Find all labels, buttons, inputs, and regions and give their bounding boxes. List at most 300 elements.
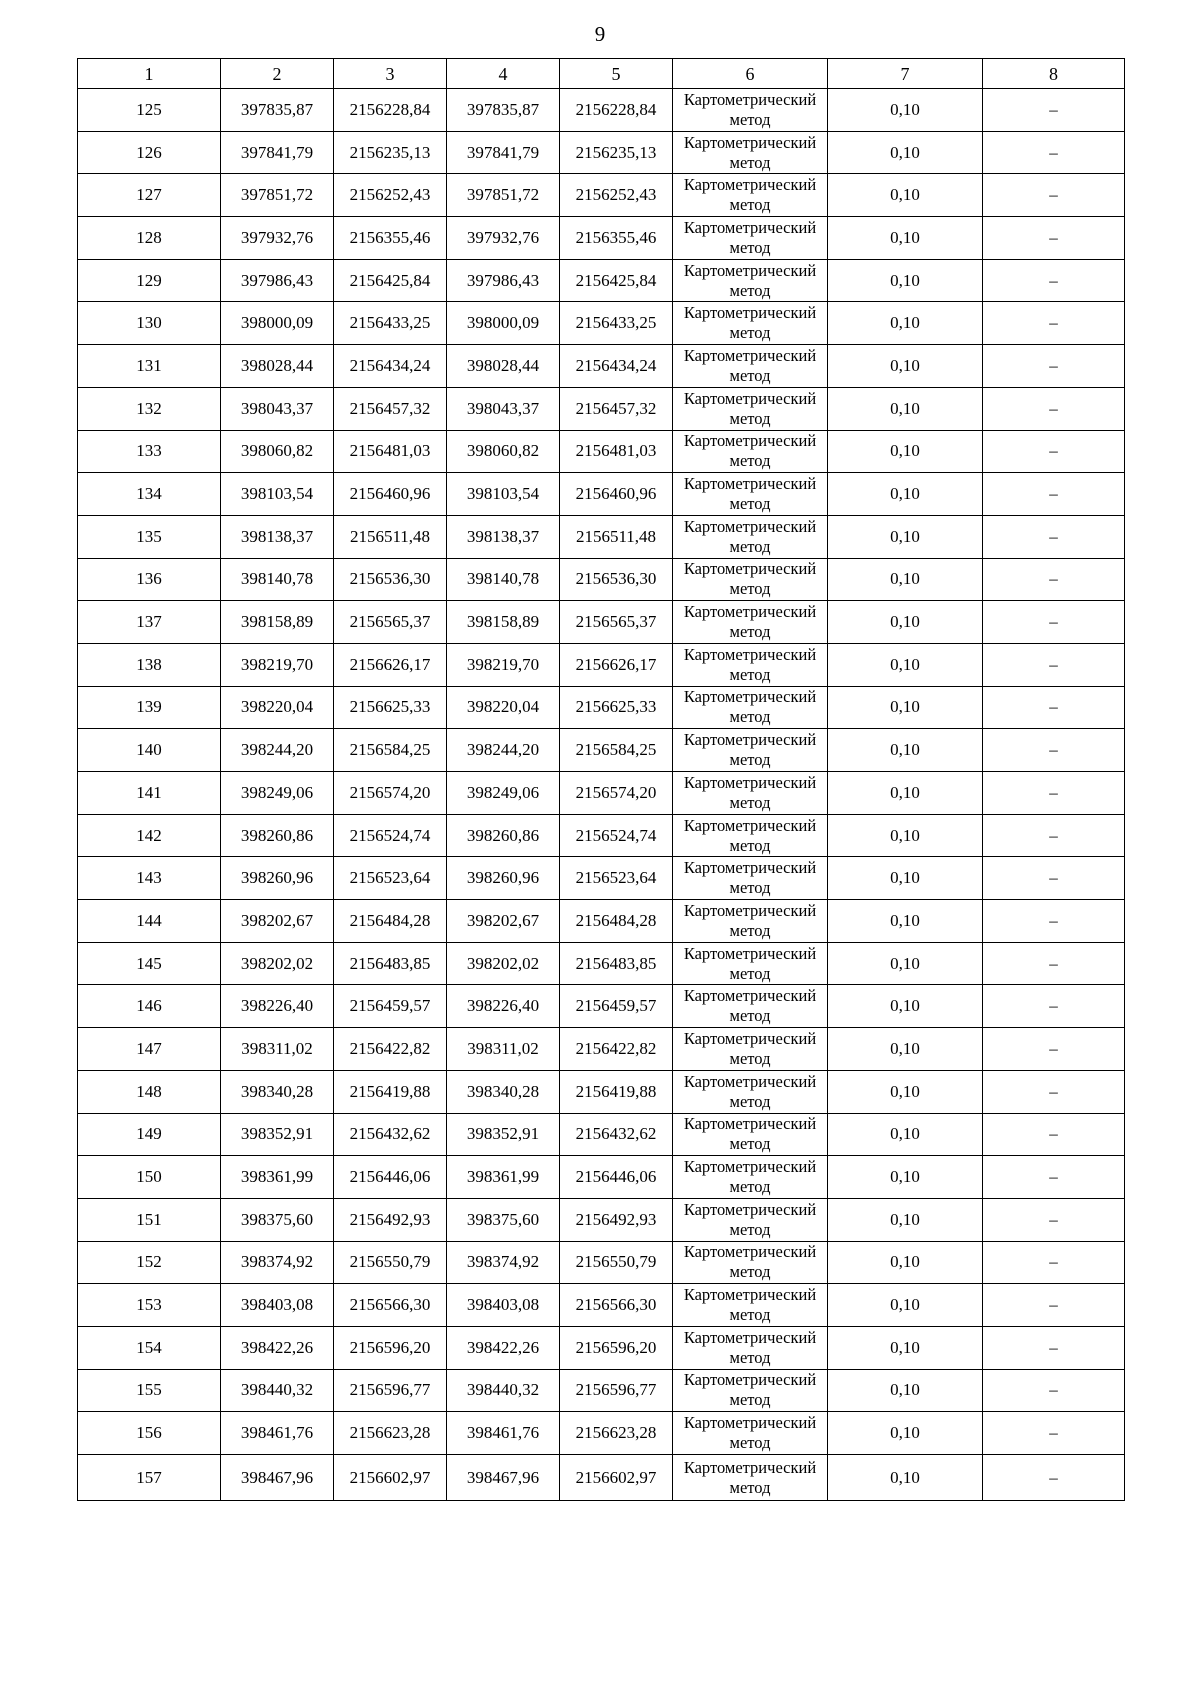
y-coordinate-new-cell: 2156434,24 [560, 345, 673, 388]
method-text-line2: метод [729, 1262, 771, 1282]
method-text-line2: метод [729, 1305, 771, 1325]
point-number-cell: 126 [78, 131, 221, 174]
x-coordinate-cell: 398467,96 [221, 1455, 334, 1501]
method-text-line2: метод [729, 195, 771, 215]
table-row [78, 89, 1125, 132]
y-coordinate-new-cell: 2156523,64 [560, 857, 673, 900]
method-cell [673, 1028, 828, 1071]
method-text-line1: Картометрический [683, 644, 817, 664]
method-text-line1: Картометрический [683, 559, 817, 579]
table-row [78, 558, 1125, 601]
method-text-line2: метод [729, 750, 771, 770]
accuracy-cell: 0,10 [828, 900, 983, 943]
point-number-cell: 133 [78, 430, 221, 473]
method-text-line1: Картометрический [683, 602, 817, 622]
point-number-cell: 127 [78, 174, 221, 217]
x-coordinate-cell: 398461,76 [221, 1412, 334, 1455]
method-text-line1: Картометрический [683, 345, 817, 365]
note-cell: – [983, 1113, 1125, 1156]
x-coordinate-new-cell: 398140,78 [447, 558, 560, 601]
table-row [78, 942, 1125, 985]
x-coordinate-cell: 398422,26 [221, 1326, 334, 1369]
method-cell [673, 131, 828, 174]
method-text-line1: Картометрический [683, 1028, 817, 1048]
y-coordinate-cell: 2156446,06 [334, 1156, 447, 1199]
accuracy-cell: 0,10 [828, 1369, 983, 1412]
accuracy-cell: 0,10 [828, 772, 983, 815]
method-text-line2: метод [729, 1477, 771, 1497]
method-text-line1: Картометрический [683, 260, 817, 280]
point-number-cell: 148 [78, 1070, 221, 1113]
point-number-cell: 156 [78, 1412, 221, 1455]
y-coordinate-new-cell: 2156584,25 [560, 729, 673, 772]
x-coordinate-cell: 398440,32 [221, 1369, 334, 1412]
method-text-line1: Картометрический [683, 1457, 817, 1477]
method-text-line1: Картометрический [683, 687, 817, 707]
column-header: 2 [221, 59, 334, 89]
y-coordinate-new-cell: 2156536,30 [560, 558, 673, 601]
table-row [78, 473, 1125, 516]
table-row [78, 302, 1125, 345]
y-coordinate-cell: 2156492,93 [334, 1198, 447, 1241]
note-cell: – [983, 857, 1125, 900]
x-coordinate-cell: 398219,70 [221, 643, 334, 686]
method-cell [673, 1198, 828, 1241]
table-row [78, 259, 1125, 302]
point-number-cell: 131 [78, 345, 221, 388]
x-coordinate-new-cell: 398244,20 [447, 729, 560, 772]
column-header: 6 [673, 59, 828, 89]
y-coordinate-cell: 2156355,46 [334, 217, 447, 260]
x-coordinate-cell: 398352,91 [221, 1113, 334, 1156]
x-coordinate-new-cell: 397986,43 [447, 259, 560, 302]
table-row [78, 217, 1125, 260]
method-cell [673, 857, 828, 900]
y-coordinate-new-cell: 2156565,37 [560, 601, 673, 644]
table-row [78, 387, 1125, 430]
note-cell: – [983, 259, 1125, 302]
note-cell: – [983, 89, 1125, 132]
note-cell: – [983, 217, 1125, 260]
point-number-cell: 155 [78, 1369, 221, 1412]
table-row [78, 814, 1125, 857]
method-cell [673, 1156, 828, 1199]
method-text-line2: метод [729, 1134, 771, 1154]
table-row [78, 1455, 1125, 1501]
y-coordinate-cell: 2156422,82 [334, 1028, 447, 1071]
note-cell: – [983, 1369, 1125, 1412]
x-coordinate-cell: 398249,06 [221, 772, 334, 815]
method-text-line2: метод [729, 963, 771, 983]
x-coordinate-cell: 398220,04 [221, 686, 334, 729]
note-cell: – [983, 174, 1125, 217]
method-text-line2: метод [729, 451, 771, 471]
y-coordinate-cell: 2156602,97 [334, 1455, 447, 1501]
accuracy-cell: 0,10 [828, 259, 983, 302]
accuracy-cell: 0,10 [828, 686, 983, 729]
x-coordinate-new-cell: 398103,54 [447, 473, 560, 516]
y-coordinate-new-cell: 2156459,57 [560, 985, 673, 1028]
method-cell [673, 1412, 828, 1455]
point-number-cell: 137 [78, 601, 221, 644]
x-coordinate-cell: 398202,02 [221, 942, 334, 985]
x-coordinate-new-cell: 398060,82 [447, 430, 560, 473]
note-cell: – [983, 1412, 1125, 1455]
method-text-line1: Картометрический [683, 1199, 817, 1219]
y-coordinate-cell: 2156596,77 [334, 1369, 447, 1412]
table-row [78, 174, 1125, 217]
table-row [78, 1241, 1125, 1284]
method-text-line2: метод [729, 1347, 771, 1367]
method-text-line2: метод [729, 1177, 771, 1197]
method-cell [673, 1455, 828, 1501]
method-text-line2: метод [729, 579, 771, 599]
point-number-cell: 130 [78, 302, 221, 345]
y-coordinate-cell: 2156574,20 [334, 772, 447, 815]
point-number-cell: 146 [78, 985, 221, 1028]
accuracy-cell: 0,10 [828, 601, 983, 644]
x-coordinate-cell: 397986,43 [221, 259, 334, 302]
method-cell [673, 515, 828, 558]
note-cell: – [983, 985, 1125, 1028]
y-coordinate-cell: 2156434,24 [334, 345, 447, 388]
method-text-line2: метод [729, 1091, 771, 1111]
x-coordinate-new-cell: 398422,26 [447, 1326, 560, 1369]
x-coordinate-new-cell: 398028,44 [447, 345, 560, 388]
accuracy-cell: 0,10 [828, 857, 983, 900]
table-row [78, 1326, 1125, 1369]
note-cell: – [983, 1028, 1125, 1071]
accuracy-cell: 0,10 [828, 558, 983, 601]
y-coordinate-new-cell: 2156596,20 [560, 1326, 673, 1369]
x-coordinate-cell: 398202,67 [221, 900, 334, 943]
y-coordinate-cell: 2156584,25 [334, 729, 447, 772]
method-text-line2: метод [729, 835, 771, 855]
y-coordinate-new-cell: 2156524,74 [560, 814, 673, 857]
method-text-line1: Картометрический [683, 1327, 817, 1347]
note-cell: – [983, 643, 1125, 686]
method-cell [673, 174, 828, 217]
x-coordinate-new-cell: 397932,76 [447, 217, 560, 260]
method-text-line1: Картометрический [683, 1114, 817, 1134]
x-coordinate-cell: 398403,08 [221, 1284, 334, 1327]
method-text-line1: Картометрический [683, 1285, 817, 1305]
y-coordinate-cell: 2156524,74 [334, 814, 447, 857]
note-cell: – [983, 601, 1125, 644]
note-cell: – [983, 772, 1125, 815]
note-cell: – [983, 1326, 1125, 1369]
accuracy-cell: 0,10 [828, 89, 983, 132]
y-coordinate-new-cell: 2156626,17 [560, 643, 673, 686]
method-text-line2: метод [729, 109, 771, 129]
x-coordinate-cell: 398028,44 [221, 345, 334, 388]
method-cell [673, 772, 828, 815]
y-coordinate-new-cell: 2156457,32 [560, 387, 673, 430]
x-coordinate-cell: 398226,40 [221, 985, 334, 1028]
note-cell: – [983, 814, 1125, 857]
method-cell [673, 729, 828, 772]
method-cell [673, 942, 828, 985]
y-coordinate-cell: 2156623,28 [334, 1412, 447, 1455]
method-text-line1: Картометрический [683, 815, 817, 835]
y-coordinate-new-cell: 2156492,93 [560, 1198, 673, 1241]
table-row [78, 1070, 1125, 1113]
method-cell [673, 430, 828, 473]
method-text-line2: метод [729, 1006, 771, 1026]
y-coordinate-cell: 2156484,28 [334, 900, 447, 943]
table-row [78, 1369, 1125, 1412]
method-text-line2: метод [729, 408, 771, 428]
y-coordinate-new-cell: 2156419,88 [560, 1070, 673, 1113]
table-row [78, 985, 1125, 1028]
x-coordinate-cell: 397841,79 [221, 131, 334, 174]
y-coordinate-cell: 2156433,25 [334, 302, 447, 345]
x-coordinate-new-cell: 398461,76 [447, 1412, 560, 1455]
accuracy-cell: 0,10 [828, 1156, 983, 1199]
note-cell: – [983, 1070, 1125, 1113]
accuracy-cell: 0,10 [828, 430, 983, 473]
method-text-line1: Картометрический [683, 175, 817, 195]
method-text-line2: метод [729, 536, 771, 556]
x-coordinate-cell: 398000,09 [221, 302, 334, 345]
method-text-line1: Картометрический [683, 1071, 817, 1091]
y-coordinate-cell: 2156566,30 [334, 1284, 447, 1327]
y-coordinate-new-cell: 2156252,43 [560, 174, 673, 217]
note-cell: – [983, 131, 1125, 174]
x-coordinate-cell: 398043,37 [221, 387, 334, 430]
method-text-line1: Картометрический [683, 89, 817, 109]
table-row [78, 729, 1125, 772]
accuracy-cell: 0,10 [828, 302, 983, 345]
accuracy-cell: 0,10 [828, 515, 983, 558]
x-coordinate-cell: 398260,96 [221, 857, 334, 900]
x-coordinate-cell: 398138,37 [221, 515, 334, 558]
y-coordinate-new-cell: 2156625,33 [560, 686, 673, 729]
x-coordinate-new-cell: 398361,99 [447, 1156, 560, 1199]
method-text-line2: метод [729, 707, 771, 727]
point-number-cell: 154 [78, 1326, 221, 1369]
table-row [78, 430, 1125, 473]
table-header-row [78, 59, 1125, 89]
accuracy-cell: 0,10 [828, 1198, 983, 1241]
point-number-cell: 125 [78, 89, 221, 132]
accuracy-cell: 0,10 [828, 729, 983, 772]
x-coordinate-cell: 398140,78 [221, 558, 334, 601]
note-cell: – [983, 473, 1125, 516]
table-row [78, 1113, 1125, 1156]
x-coordinate-cell: 397932,76 [221, 217, 334, 260]
method-text-line1: Картометрический [683, 516, 817, 536]
x-coordinate-new-cell: 398158,89 [447, 601, 560, 644]
accuracy-cell: 0,10 [828, 387, 983, 430]
accuracy-cell: 0,10 [828, 942, 983, 985]
table-row [78, 1156, 1125, 1199]
method-cell [673, 985, 828, 1028]
point-number-cell: 157 [78, 1455, 221, 1501]
point-number-cell: 140 [78, 729, 221, 772]
y-coordinate-cell: 2156252,43 [334, 174, 447, 217]
method-text-line1: Картометрический [683, 1370, 817, 1390]
x-coordinate-new-cell: 398220,04 [447, 686, 560, 729]
method-text-line1: Картометрический [683, 900, 817, 920]
accuracy-cell: 0,10 [828, 643, 983, 686]
method-text-line2: метод [729, 622, 771, 642]
method-cell [673, 686, 828, 729]
table-row [78, 900, 1125, 943]
y-coordinate-new-cell: 2156235,13 [560, 131, 673, 174]
method-text-line2: метод [729, 1433, 771, 1453]
accuracy-cell: 0,10 [828, 473, 983, 516]
y-coordinate-cell: 2156419,88 [334, 1070, 447, 1113]
accuracy-cell: 0,10 [828, 1412, 983, 1455]
accuracy-cell: 0,10 [828, 1284, 983, 1327]
table-row [78, 131, 1125, 174]
method-cell [673, 473, 828, 516]
column-header: 3 [334, 59, 447, 89]
note-cell: – [983, 942, 1125, 985]
table-row [78, 601, 1125, 644]
y-coordinate-cell: 2156626,17 [334, 643, 447, 686]
x-coordinate-cell: 398158,89 [221, 601, 334, 644]
method-cell [673, 643, 828, 686]
x-coordinate-new-cell: 398249,06 [447, 772, 560, 815]
method-text-line2: метод [729, 878, 771, 898]
x-coordinate-new-cell: 398440,32 [447, 1369, 560, 1412]
y-coordinate-new-cell: 2156484,28 [560, 900, 673, 943]
y-coordinate-cell: 2156235,13 [334, 131, 447, 174]
point-number-cell: 141 [78, 772, 221, 815]
point-number-cell: 129 [78, 259, 221, 302]
point-number-cell: 153 [78, 1284, 221, 1327]
y-coordinate-cell: 2156481,03 [334, 430, 447, 473]
x-coordinate-new-cell: 398260,96 [447, 857, 560, 900]
method-cell [673, 387, 828, 430]
y-coordinate-cell: 2156550,79 [334, 1241, 447, 1284]
table-row [78, 857, 1125, 900]
table-row [78, 345, 1125, 388]
x-coordinate-cell: 398260,86 [221, 814, 334, 857]
point-number-cell: 142 [78, 814, 221, 857]
x-coordinate-new-cell: 398000,09 [447, 302, 560, 345]
x-coordinate-new-cell: 398403,08 [447, 1284, 560, 1327]
column-header: 1 [78, 59, 221, 89]
note-cell: – [983, 345, 1125, 388]
y-coordinate-new-cell: 2156355,46 [560, 217, 673, 260]
x-coordinate-cell: 398103,54 [221, 473, 334, 516]
x-coordinate-new-cell: 397841,79 [447, 131, 560, 174]
method-text-line1: Картометрический [683, 1157, 817, 1177]
accuracy-cell: 0,10 [828, 985, 983, 1028]
table-row [78, 515, 1125, 558]
x-coordinate-cell: 398060,82 [221, 430, 334, 473]
x-coordinate-new-cell: 398260,86 [447, 814, 560, 857]
note-cell: – [983, 1241, 1125, 1284]
note-cell: – [983, 686, 1125, 729]
y-coordinate-new-cell: 2156228,84 [560, 89, 673, 132]
method-text-line1: Картометрический [683, 431, 817, 451]
y-coordinate-cell: 2156483,85 [334, 942, 447, 985]
y-coordinate-cell: 2156228,84 [334, 89, 447, 132]
method-text-line1: Картометрический [683, 772, 817, 792]
x-coordinate-cell: 397851,72 [221, 174, 334, 217]
point-number-cell: 143 [78, 857, 221, 900]
method-cell [673, 1070, 828, 1113]
x-coordinate-new-cell: 398340,28 [447, 1070, 560, 1113]
y-coordinate-new-cell: 2156511,48 [560, 515, 673, 558]
y-coordinate-new-cell: 2156422,82 [560, 1028, 673, 1071]
y-coordinate-cell: 2156432,62 [334, 1113, 447, 1156]
method-cell [673, 558, 828, 601]
coordinates-table [77, 58, 1125, 1501]
y-coordinate-new-cell: 2156596,77 [560, 1369, 673, 1412]
x-coordinate-new-cell: 398202,02 [447, 942, 560, 985]
method-text-line1: Картометрический [683, 303, 817, 323]
y-coordinate-new-cell: 2156602,97 [560, 1455, 673, 1501]
y-coordinate-new-cell: 2156432,62 [560, 1113, 673, 1156]
method-cell [673, 89, 828, 132]
method-text-line2: метод [729, 365, 771, 385]
page-number: 9 [594, 22, 606, 46]
x-coordinate-new-cell: 398374,92 [447, 1241, 560, 1284]
method-text-line1: Картометрический [683, 388, 817, 408]
y-coordinate-cell: 2156460,96 [334, 473, 447, 516]
x-coordinate-new-cell: 398202,67 [447, 900, 560, 943]
point-number-cell: 134 [78, 473, 221, 516]
x-coordinate-cell: 397835,87 [221, 89, 334, 132]
note-cell: – [983, 558, 1125, 601]
method-text-line2: метод [729, 323, 771, 343]
method-text-line2: метод [729, 1219, 771, 1239]
method-text-line1: Картометрический [683, 858, 817, 878]
y-coordinate-cell: 2156596,20 [334, 1326, 447, 1369]
x-coordinate-new-cell: 398352,91 [447, 1113, 560, 1156]
point-number-cell: 152 [78, 1241, 221, 1284]
note-cell: – [983, 430, 1125, 473]
y-coordinate-new-cell: 2156550,79 [560, 1241, 673, 1284]
method-cell [673, 302, 828, 345]
x-coordinate-new-cell: 398226,40 [447, 985, 560, 1028]
accuracy-cell: 0,10 [828, 1070, 983, 1113]
accuracy-cell: 0,10 [828, 217, 983, 260]
point-number-cell: 132 [78, 387, 221, 430]
method-cell [673, 345, 828, 388]
table-body [78, 89, 1125, 1501]
y-coordinate-new-cell: 2156483,85 [560, 942, 673, 985]
point-number-cell: 147 [78, 1028, 221, 1071]
y-coordinate-cell: 2156536,30 [334, 558, 447, 601]
point-number-cell: 145 [78, 942, 221, 985]
x-coordinate-cell: 398361,99 [221, 1156, 334, 1199]
table-row [78, 643, 1125, 686]
table-row [78, 686, 1125, 729]
point-number-cell: 136 [78, 558, 221, 601]
point-number-cell: 135 [78, 515, 221, 558]
table-row [78, 1412, 1125, 1455]
y-coordinate-cell: 2156459,57 [334, 985, 447, 1028]
x-coordinate-cell: 398311,02 [221, 1028, 334, 1071]
x-coordinate-cell: 398340,28 [221, 1070, 334, 1113]
column-header: 7 [828, 59, 983, 89]
method-text-line2: метод [729, 664, 771, 684]
y-coordinate-new-cell: 2156623,28 [560, 1412, 673, 1455]
point-number-cell: 128 [78, 217, 221, 260]
x-coordinate-cell: 398374,92 [221, 1241, 334, 1284]
method-cell [673, 217, 828, 260]
accuracy-cell: 0,10 [828, 1326, 983, 1369]
accuracy-cell: 0,10 [828, 1028, 983, 1071]
y-coordinate-cell: 2156457,32 [334, 387, 447, 430]
x-coordinate-new-cell: 397851,72 [447, 174, 560, 217]
